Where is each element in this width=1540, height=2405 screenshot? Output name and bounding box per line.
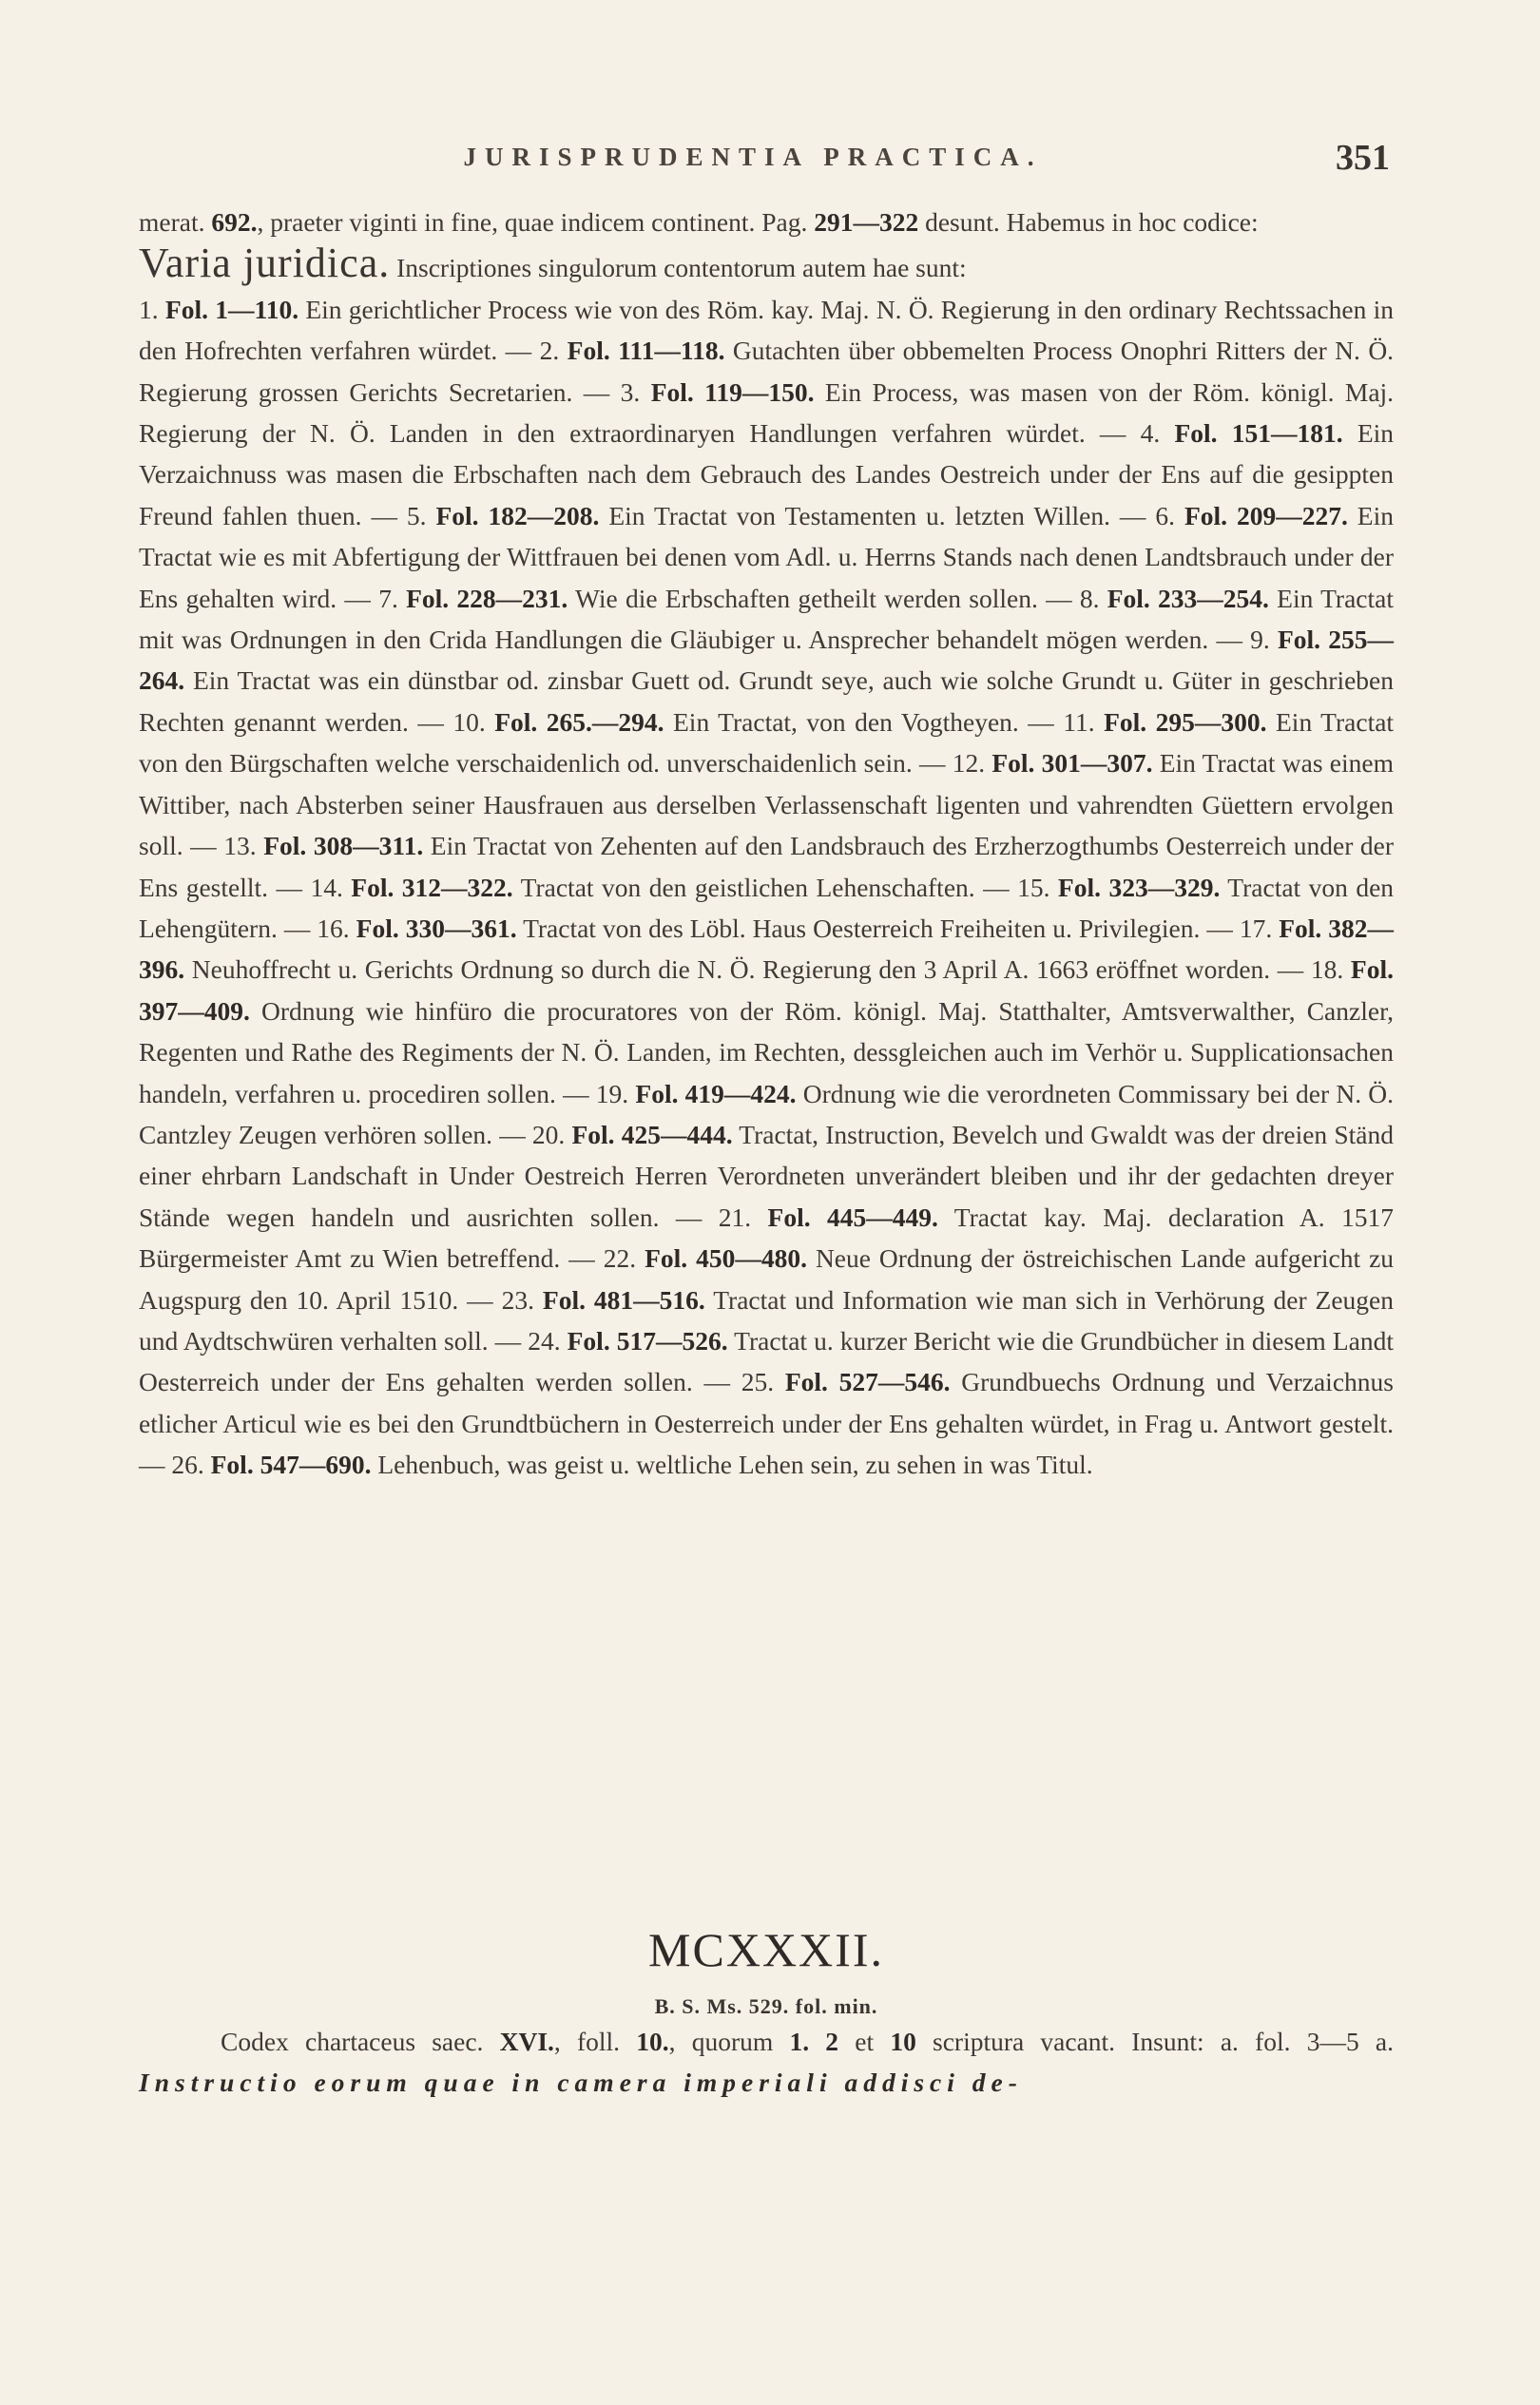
running-title: JURISPRUDENTIA PRACTICA. (463, 143, 1043, 171)
section-subtitle: Inscriptiones singulorum contentorum autem hae sunt: (396, 253, 967, 283)
entry-index: 18. (1310, 954, 1344, 985)
folio-range: Fol. 295—300. (1104, 706, 1267, 737)
intro-paragraph (139, 202, 1394, 242)
entry-text: Wie die Erbschaften getheilt werden sollen. (575, 583, 1038, 613)
entry-text: Ein Process, was masen von der Röm. königl. Maj. Regierung der N. Ö. Landen in den extraordinaryen Handlungen verfahren würdet. (139, 376, 1395, 449)
page-number: 351 (1336, 138, 1390, 178)
folio-range: Fol. 445—449. (767, 1202, 938, 1232)
entry-text: Tractat von des Löbl. Haus Oesterreich Freiheiten u. Privilegien. (523, 913, 1201, 943)
entry-text: Tractat u. kurzer Bericht wie die Grundbücher in diesem Landt Oesterreich under der Ens gehalten werden sollen. (139, 1325, 1394, 1397)
entry-text: Tractat und Information wie man sich in Verhörung der Zeugen und Aydtschwüren verhalten soll. (139, 1284, 1394, 1356)
codex-folio-count: 10. (636, 2027, 669, 2056)
entry-text: Ordnung wie hinfüro die procuratores von der Röm. königl. Maj. Statthalter, Amtsverwalther, Canzler, Regenten und Rathe des Regiments der N. Ö. Landen, im Rechten, dessgleichen auch im Verhör u. Supplicationsachen handeln, verfahren u. procediren sollen. (139, 995, 1394, 1108)
content-entry: 18. Fol. 397—409. Ordnung wie hinfüro die procuratores von der Röm. königl. Maj. Statthalter, Amtsverwalther, Canzler, Regenten und Rathe des Regiments der N. Ö. Landen, im Rechten, dessgleichen auch im Verhör u. Supplicationsachen handeln, verfahren u. procediren sollen. — (139, 954, 1394, 1108)
entry-index: 10. (452, 706, 486, 737)
folio-range: Fol. 547—690. (210, 1450, 372, 1480)
entry-text: Ein Verzaichnuss was masen die Erbschaften nach dem Gebrauch des Landes Oestreich under der Ens auf die gesippten Freund fahlen thuen. (139, 418, 1395, 530)
intro-text: , praeter viginti in fine, quae indicem continent. Pag. (257, 207, 808, 237)
folio-range: Fol. 182—208. (435, 500, 600, 530)
entry-index: 6. (1155, 500, 1175, 530)
entry-text: Grundbuechs Ordnung und Verzaichnus etlicher Articul wie es bei den Grundtbüchern in Oesterreich under der Ens gehalten würdet, in Frag u. Antwort gestelt. (139, 1367, 1394, 1438)
codex-text: , quorum (668, 2027, 774, 2056)
folio-range: Fol. 312—322. (351, 872, 513, 902)
entry-text: Ein gerichtlicher Process wie von des Röm. kay. Maj. N. Ö. Regierung in den ordinary Rechtssachen in den Hofrechten verfahren würdet. (139, 294, 1394, 366)
folio-range: Fol. 330—361. (356, 913, 517, 943)
entry-index: 9. (1250, 625, 1270, 655)
entry-text: Neue Ordnung der östreichischen Lande aufgericht zu Augspurg den 10. April 1510. (139, 1243, 1395, 1315)
content-entry (171, 1450, 1092, 1479)
entry-text: Ein Tractat von den Bürgschaften welche verschaidenlich od. unverschaidenlich sein. (139, 706, 1395, 779)
folio-range: Fol. 209—227. (1184, 500, 1348, 530)
content-entry: 25. Fol. 527—546. Grundbuechs Ordnung und Verzaichnus etlicher Articul wie es bei den Grundtbüchern in Oesterreich under der Ens gehalten würdet, in Frag u. Antwort gestelt. — (139, 1367, 1394, 1480)
entry-number: MCXXXII. (648, 1923, 884, 1976)
content-entry: 4. Fol. 151—181. Ein Verzaichnuss was masen die Erbschaften nach dem Gebrauch des Landes Oestreich under der Ens auf die gesippten Freund fahlen thuen. — (139, 418, 1395, 530)
entry-index: 12. (952, 748, 986, 779)
content-entry: 21. Fol. 445—449. Tractat kay. Maj. declaration A. 1517 Bürgermeister Amt zu Wien betreffend. — (139, 1202, 1394, 1274)
entry-text: Ein Tractat was ein dünstbar od. zinsbar Guett od. Grundt seye, auch wie solche Grundt u. Güter in geschrieben Rechten genannt werden. (139, 665, 1394, 737)
codex-text: scriptura vacant. Insunt: a. fol. 3—5 a. (933, 2027, 1395, 2056)
codex-blank-folios: 1. 2 (789, 2027, 839, 2056)
entry-index: 19. (595, 1078, 629, 1108)
entry-index: 2. (539, 336, 560, 366)
entry-text: Tractat, Instruction, Bevelch und Gwaldt was der dreien Ständ einer ehrbarn Landschaft in Under Oestreich Herren Verordneten unverändert bleiben und ihr der gedachten dreyer Stände wegen handeln und ausrichten sollen. (139, 1119, 1394, 1232)
content-entry: 1. Fol. 1—110. Ein gerichtlicher Process wie von des Röm. kay. Maj. N. Ö. Regierung in den ordinary Rechtssachen in den Hofrechten verfahren würdet. — (139, 294, 1394, 366)
entry-text: Ein Tractat was einem Wittiber, nach Absterben seiner Hausfrauen aus derselben Verlassenschaft ligenten und vahrendten Güettern ervolgen soll. (139, 748, 1394, 861)
codex-century: XVI. (499, 2027, 554, 2056)
entry-text: Tractat von den Lehengütern. (139, 872, 1395, 943)
content-entry: 3. Fol. 119—150. Ein Process, was masen von der Röm. königl. Maj. Regierung der N. Ö. Landen in den extraordinaryen Handlungen verfahren würdet. — (139, 376, 1395, 449)
entry-text: Ordnung wie die verordneten Commissary bei der N. Ö. Cantzley Zeugen verhören sollen. (139, 1078, 1395, 1149)
entry-text: Neuhoffrecht u. Gerichts Ordnung so durch die N. Ö. Regierung den 3 April A. 1663 eröffnet worden. (191, 954, 1271, 985)
entry-index: 16. (317, 913, 350, 943)
entry-text: Lehenbuch, was geist u. weltliche Lehen sein, zu sehen in was Titul. (377, 1450, 1093, 1480)
entry-text: Tractat kay. Maj. declaration A. 1517 Bürgermeister Amt zu Wien betreffend. (139, 1202, 1394, 1274)
folio-range: Fol. 419—424. (635, 1078, 797, 1108)
content-entry: 13. Fol. 308—311. Ein Tractat von Zehenten auf den Landsbrauch des Erzherzogthumbs Oesterreich under der Ens gestellt. — (139, 831, 1395, 902)
content-entry: 5. Fol. 182—208. Ein Tractat von Testamenten u. letzten Willen. — (406, 500, 1156, 530)
body-text (139, 202, 1394, 1486)
content-entry: 2. Fol. 111—118. Gutachten über obbemelten Process Onophri Ritters der N. Ö. Regierung grossen Gerichts Secretarien. — (139, 336, 1395, 407)
folio-range: Fol. 119—150. (650, 376, 815, 407)
codex-text: , foll. (553, 2027, 621, 2056)
shelfmark: B. S. Ms. 529. fol. min. (654, 1994, 878, 2018)
entry-index: 3. (620, 376, 641, 407)
folio-range: Fol. 228—231. (406, 583, 568, 613)
folio-range: Fol. 1—110. (164, 294, 299, 324)
entry-index: 11. (1063, 706, 1095, 737)
entry-text: Ein Tractat mit was Ordnungen in den Crida Handlungen die Gläubiger u. Ansprecher behandelt mögen werden. (139, 583, 1394, 655)
entry-index: 1. (139, 294, 159, 324)
section-heading-line (139, 242, 1394, 288)
entry-index: 13. (223, 831, 257, 861)
folio-range: Fol. 308—311. (263, 831, 424, 861)
entry-text: Gutachten über obbemelten Process Onophri Ritters der N. Ö. Regierung grossen Gerichts Secretarien. (139, 336, 1395, 407)
entry-index: 20. (531, 1119, 566, 1149)
entry-index: 4. (1140, 418, 1161, 449)
intro-text: merat. (139, 207, 205, 237)
content-entry: 22. Fol. 450—480. Neue Ordnung der östreichischen Lande aufgericht zu Augspurg den 10. April 1510. — (139, 1243, 1395, 1315)
entry-index: 21. (718, 1202, 752, 1232)
content-entry: 8. Fol. 233—254. Ein Tractat mit was Ordnungen in den Crida Handlungen die Gläubiger u. Ansprecher behandelt mögen werden. — (139, 583, 1394, 655)
content-entry: 12. Fol. 301—307. Ein Tractat was einem Wittiber, nach Absterben seiner Hausfrauen aus derselben Verlassenschaft ligenten und vahrendten Güettern ervolgen soll. — (139, 748, 1394, 861)
entry-index: 23. (501, 1284, 534, 1315)
folio-range: Fol. 527—546. (784, 1367, 951, 1397)
folio-range: Fol. 517—526. (567, 1325, 728, 1356)
entry-index: 17. (1239, 913, 1273, 943)
codex-content-title: Instructio eorum quae in camera imperiali addisci de- (139, 2068, 1023, 2098)
entry-index: 25. (741, 1367, 775, 1397)
content-entry: 11. Fol. 295—300. Ein Tractat von den Bürgschaften welche verschaidenlich od. unverschaidenlich sein. — (139, 706, 1395, 779)
section-title: Varia juridica. (139, 240, 391, 287)
content-entry: 23. Fol. 481—516. Tractat und Information wie man sich in Verhörung der Zeugen und Aydtschwüren verhalten soll. — (139, 1284, 1394, 1356)
entry-index: 24. (528, 1325, 561, 1356)
folio-range: Fol. 382—396. (139, 913, 1394, 985)
content-entry: 20. Fol. 425—444. Tractat, Instruction, Bevelch und Gwaldt was der dreien Ständ einer ehrbarn Landschaft in Under Oestreich Herren Verordneten unverändert bleiben und ihr der gedachten dreyer Stände wegen handeln und ausrichten sollen. — (139, 1119, 1394, 1232)
codex-text: et (855, 2027, 875, 2056)
entry-index: 8. (1079, 583, 1100, 613)
entry-index: 5. (406, 500, 427, 530)
folio-range: Fol. 481—516. (542, 1284, 705, 1315)
content-entry: 19. Fol. 419—424. Ordnung wie die verordneten Commissary bei der N. Ö. Cantzley Zeugen verhören sollen. — (139, 1078, 1395, 1149)
content-entry: 24. Fol. 517—526. Tractat u. kurzer Bericht wie die Grundbücher in diesem Landt Oesterreich under der Ens gehalten werden sollen. — (139, 1325, 1394, 1397)
entry-text: Ein Tractat von Zehenten auf den Landsbrauch des Erzherzogthumbs Oesterreich under der Ens gestellt. (139, 831, 1395, 902)
entry-index: 22. (603, 1243, 637, 1274)
codex-paragraph (139, 2021, 1394, 2104)
entry-index: 14. (310, 872, 343, 902)
folio-range: Fol. 323—329. (1057, 872, 1221, 902)
folio-range: Fol. 301—307. (991, 748, 1153, 779)
folio-range: Fol. 425—444. (571, 1119, 733, 1149)
entry-text: Ein Tractat wie es mit Abfertigung der Wittfrauen bei denen vom Adl. u. Herrns Stands nach denen Landtsbrauch under der Ens gehalten wird. (139, 500, 1394, 613)
content-entry: 9. Fol. 255—264. Ein Tractat was ein dünstbar od. zinsbar Guett od. Grundt seye, auch wie solche Grundt u. Güter in geschrieben Rechten genannt werden. — (139, 625, 1394, 737)
content-entry: 15. Fol. 323—329. Tractat von den Lehengütern. — (139, 872, 1395, 943)
codex-text: Codex chartaceus saec. (221, 2027, 484, 2056)
content-entry: 17. Fol. 382—396. Neuhoffrecht u. Gerichts Ordnung so durch die N. Ö. Regierung den 3 April A. 1663 eröffnet worden. — (139, 913, 1394, 985)
entry-text: Tractat von den geistlichen Lehenschaften. (520, 872, 975, 902)
codex-description (139, 2021, 1394, 2104)
content-entry: 6. Fol. 209—227. Ein Tractat wie es mit Abfertigung der Wittfrauen bei denen vom Adl. u. Herrns Stands nach denen Landtsbrauch under der Ens gehalten wird. — (139, 500, 1394, 613)
entries-paragraph (139, 289, 1394, 1486)
content-entry: 16. Fol. 330—361. Tractat von des Löbl. Haus Oesterreich Freiheiten u. Privilegien. — (317, 913, 1240, 943)
entry-text: Ein Tractat von Testamenten u. letzten Willen. (608, 500, 1110, 530)
content-entry: 14. Fol. 312—322. Tractat von den geistlichen Lehenschaften. — (310, 872, 1018, 902)
codex-blank-folio: 10 (890, 2027, 916, 2056)
intro-text: desunt. Habemus in hoc codice: (925, 207, 1259, 237)
intro-count: 692. (211, 207, 258, 237)
folio-range: Fol. 151—181. (1174, 418, 1343, 449)
entry-index: 15. (1017, 872, 1050, 902)
content-entry: 10. Fol. 265.—294. Ein Tractat, von den Vogtheyen. — (452, 706, 1064, 737)
page-header (116, 138, 1390, 184)
folio-range: Fol. 111—118. (567, 336, 725, 366)
entry-index: 26. (171, 1450, 204, 1480)
folio-range: Fol. 233—254. (1107, 583, 1269, 613)
folio-range: Fol. 397—409. (139, 954, 1394, 1026)
folio-range: Fol. 265.—294. (494, 706, 664, 737)
entry-text: Ein Tractat, von den Vogtheyen. (673, 706, 1019, 737)
folio-range: Fol. 450—480. (645, 1243, 807, 1274)
folio-range: Fol. 255—264. (139, 625, 1394, 696)
content-entry: 7. Fol. 228—231. Wie die Erbschaften getheilt werden sollen. — (378, 583, 1080, 613)
entry-index: 7. (378, 583, 398, 613)
intro-pages: 291—322 (814, 207, 919, 237)
